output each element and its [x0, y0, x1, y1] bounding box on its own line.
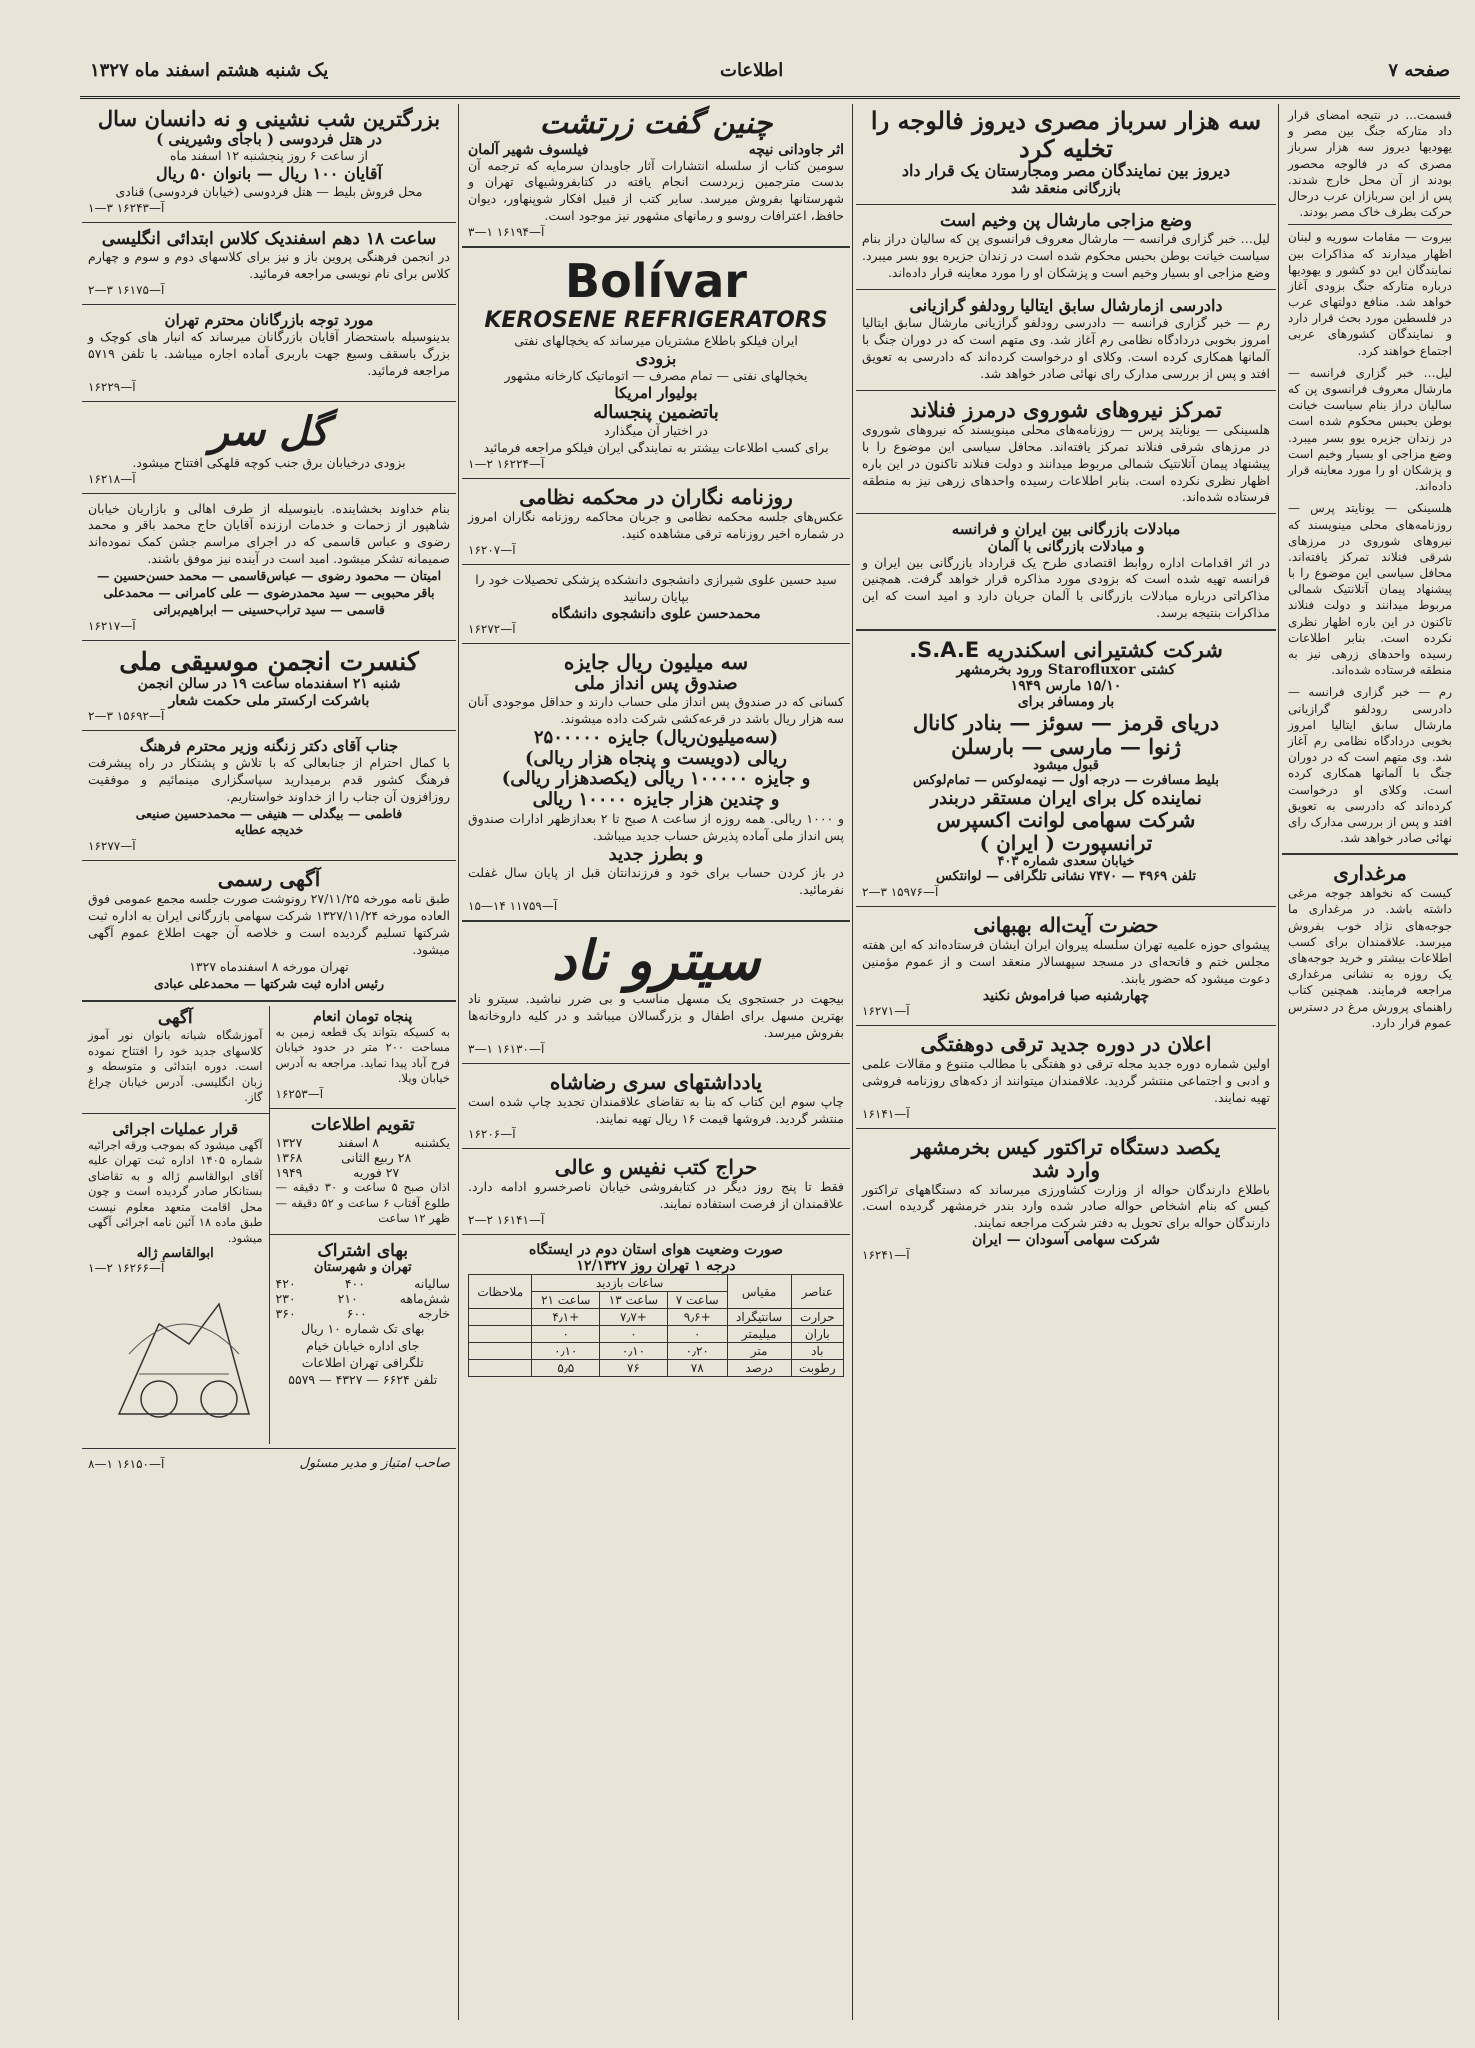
execution-sign: ابوالقاسم ژاله	[136, 1245, 214, 1261]
weather-cell	[469, 1309, 532, 1326]
footer-code: آ—۱۶۱۵۰ ۱—۸	[88, 1456, 165, 1471]
table-row	[469, 1326, 844, 1343]
reza-body: چاپ سوم این کتاب که بنا به تقاضای علاقمندان تجدید چاپ شده است منتشر گردید. فروشها قیمت ۱۶ ریال تهیه نمایند.	[468, 1093, 844, 1126]
auction-body: فقط تا پنج روز دیگر در کتابفروشی خیابان ناصرخسرو ادامه دارد. علاقمندان از فرصت استفاده نمایند.	[468, 1179, 844, 1212]
subscription-phone: تلفن ۶۶۲۴ — ۴۳۲۷ — ۵۵۷۹	[288, 1371, 438, 1387]
egypt-subheadline: دیروز بین نمایندگان مصر ومجارستان یک قرار داد	[901, 161, 1231, 181]
prize-line-2: ریالی (دویست و پنجاه هزار ریالی)	[525, 747, 787, 769]
journalists-ad	[462, 483, 850, 560]
sae-date: ۱۵/۱۰ مارس ۱۹۴۹	[1010, 678, 1122, 695]
calendar-year: ۱۳۶۸	[275, 1150, 303, 1166]
petain-body: لیل… خبر گزاری فرانسه — مارشال معروف فرانسوی پن که سالیان دراز بنام سیاست خیانت بوطن بحبس محکوم شده است در زندان جزیره یوو بسر میبرد. وضع مزاجی او بسیار وخیم است و پزشکان او را مورد معاینه قرار داده‌اند.	[862, 231, 1270, 280]
weather-cell: +۹٫۶	[667, 1309, 727, 1326]
reza-ad	[462, 1068, 850, 1145]
concert-time: شنبه ۲۱ اسفندماه ساعت ۱۹ در سالن انجمن	[137, 676, 401, 693]
egypt-headline: سه هزار سرباز مصری دیروز فالوجه را تخلیه کرد	[870, 106, 1262, 163]
prize-ad	[462, 648, 850, 916]
prize-note: در باز کردن حساب برای خود و فرزندانتان قبل از پایان سال غفلت نفرمائید.	[468, 865, 844, 898]
reward-code: آ—۱۶۲۵۳	[275, 1086, 324, 1101]
bolivar-model: KEROSENE REFRIGERATORS	[484, 307, 828, 333]
execution-notice	[82, 1118, 269, 1279]
english-class-ad	[82, 227, 456, 300]
finland-body: هلسینکی — یونایتد پرس — روزنامه‌های محلی مینویسند که نیروهای شوروی در مرزهای شرقی فنلاند تمرکز یافته‌اند. محافل سیاسی این موضوع را با پیشنهاد پیمان آتلانتیک شمالی مربوط میدانند و دولت فنلاند تاکنون در این باره اظهار نظری نکرده است. بنابر اطلاعات رسیده واحدهای زرهی نیز به منطقه فرستاده شده‌اند.	[862, 421, 1270, 505]
zoroaster-body: سومین کتاب از سلسله انتشارات آثار جاویدان سرمایه که ترجمه آن بدست مترجمین زبردست انجام یافته در کتابفروشیهای تهران و شهرستانها بفروش میرسد. سایر کتب از قبیل افکار شوپنهاور، دیوان حافظ، اعترافات روسو و رمانهای مشهور نیز موجود است.	[468, 157, 844, 224]
golsar-body: بزودی درخیابان برق جنب کوچه قلهکی افتتاح میشود.	[132, 454, 406, 470]
egypt-article	[856, 104, 1276, 200]
prize-title: سه میلیون ریال جایزه	[563, 649, 749, 674]
traders-title: مورد توجه بازرگانان محترم تهران	[164, 310, 374, 329]
subscription-value: ۲۱۰	[337, 1291, 358, 1307]
graziani-body: رم — خبر گزاری فرانسه — دادرسی رودلفو گرازیانی مارشال سابق ایتالیا امروز بخوبی دردادگاه نظامی رم آغاز شد. وی متهم است که در دوران جنگ با آلمانها همکاری کرده است. وکلای او درخواست کرده‌اند که دادرسی به تعویق افتد و پس از بررسی مدارک رای نهائی صادر خواهد شد.	[862, 315, 1270, 381]
table-row	[469, 1360, 844, 1377]
weather-cell: درصد	[727, 1360, 791, 1377]
behbahani-body: پیشوای حوزه علمیه تهران سلسله پیروان ایران ایشان فرستاده‌اند که این هفته مجلس ختم و فاتحه‌ای در مسجد سپهسالار منعقد است و از عموم مؤمنین دعوت میشود که حضور یابند.	[862, 937, 1270, 986]
night-price: آقایان ۱۰۰ ریال — بانوان ۵۰ ریال	[155, 164, 383, 184]
list-item	[276, 1165, 451, 1180]
table-row	[469, 1309, 844, 1326]
traders-code: آ—۱۶۲۲۹	[88, 379, 136, 394]
bolivar-line-3: یخچالهای نفتی — تمام مصرف — اتوماتیک کارخانه مشهور	[504, 368, 808, 384]
student-name: محمدحسن علوی دانشجوی دانشگاه	[551, 605, 761, 622]
night-code: آ—۱۶۲۴۳ ۳—۱	[88, 200, 165, 215]
egypt-body-2: بیروت — مقامات سوریه و لبنان اظهار میدارند که مذاکرات بین نمایندگان این دو کشور و یهودیها درباره متارکه جنگ بزودی آغاز خواهد شد. منافع دولتهای عرب در فلسطین مورد بحث قرار دارد و نمایندگان کشورهای عربی اجتماع خواهند کرد.	[1288, 230, 1452, 358]
weather-cell: ۵٫۵	[532, 1360, 600, 1377]
taraghi-body: اولین شماره دوره جدید مجله ترقی دو هفتگی با مطالب متنوع و مقالات علمی و ادبی و اجتماعی منتشر گردید. علاقمندان میتوانند از دکه‌های روزنامه فروشی تهیه نمایند.	[862, 1055, 1270, 1105]
behbahani-date: چهارشنبه صبا فراموش نکنید	[982, 987, 1150, 1004]
issue-date: یک شنبه هشتم اسفند ماه ۱۳۲۷	[90, 60, 329, 81]
concert-with: باشرکت ارکستر ملی حکمت شعار	[168, 692, 370, 709]
egypt-body: قسمت... در نتیجه امضای قرار داد متارکه جنگ بین مصر و یهودیها دیروز سه هزار سرباز مصری که در فالوجه محصور بودند از آن محل خارج شدند. پس از این سربازان عرب درحال حرکت بطرف خاک مصر بودند.	[1288, 108, 1452, 220]
taraghi-code: آ—۱۶۱۴۱	[862, 1106, 910, 1121]
decorative-illustration	[99, 1284, 269, 1434]
calendar-year: ۱۳۲۷	[275, 1135, 303, 1151]
reward-title: پنجاه تومان انعام	[313, 1008, 413, 1025]
tractor-company: شرکت سهامی آسودان — ایران	[972, 1232, 1160, 1249]
zanganeh-body: با کمال احترام از جنابعالی که با تلاش و پشتکار در راه پیشرفت فرهنگ کشور قدم برمیدارید سپاسگزاری مینمائیم و موفقیت روزافزون آن جناب را از خداوند خواستاریم.	[88, 754, 450, 804]
weather-cell: +۴٫۱	[532, 1309, 600, 1326]
sitrona-brand: سیترو ناد	[551, 927, 761, 992]
golsar-code: آ—۱۶۲۱۸	[88, 471, 136, 486]
trade-article	[856, 518, 1276, 625]
thanks-code: آ—۱۶۲۱۷	[88, 618, 136, 633]
prize-line-3: و جایزه ۱۰۰۰۰۰ ریالی (یکصدهزار ریالی)	[501, 768, 811, 790]
weather-cell: متر	[727, 1343, 791, 1360]
sae-company-1: شرکت سهامی لوانت اکسپرس	[936, 808, 1196, 833]
sae-latin: S.A.E.	[909, 638, 980, 663]
weather-cell: ۷۸	[667, 1360, 727, 1377]
egypt-body-3: لیل… خبر گزاری فرانسه — مارشال معروف فرانسوی پن که سالیان دراز بنام سیاست خیانت بوطن بحبس محکوم شده است در زندان جزیره یوو بسر میبرد. وضع مزاجی او بسیار وخیم است و پزشکان او را مورد معاینه قرار داده‌اند.	[1288, 365, 1452, 494]
sae-phone: تلفن ۴۹۶۹ — ۷۴۷۰ نشانی تلگرافی — لوانتکس	[935, 869, 1197, 885]
calendar-weekday: یکشنبه	[414, 1135, 450, 1151]
subscription-note: بهای تک شماره ۱۰ ریال	[301, 1321, 425, 1337]
egypt-body-5: رم — خبر گزاری فرانسه — دادرسی رودلفو گرازیانی مارشال سابق ایتالیا امروز بخوبی دردادگاه نظامی رم آغاز شد. وی متهم است که در دوران جنگ با آلمانها همکاری کرده است. وکلای او درخواست کرده‌اند که دادرسی به تعویق افتد و پس از بررسی مدارک رای نهائی صادر خواهد شد.	[1288, 685, 1452, 846]
calendar-day: ۸ اسفند	[337, 1135, 379, 1151]
weather-hour-header: ساعت ۱۳	[600, 1292, 668, 1309]
sae-ports-1: دریای قرمز — سوئز — بنادر کانال	[912, 709, 1220, 735]
sae-ticket: بلیط مسافرت — درجه اول — نیمه‌لوکس — تمام‌لوکس	[913, 772, 1219, 788]
bolivar-code: آ—۱۶۲۲۴ ۲—۱	[468, 457, 545, 472]
zoroaster-code: آ—۱۶۱۹۴ ۱—۳	[468, 225, 545, 239]
subscription-value: ۴۲۰	[275, 1276, 296, 1292]
finland-headline: تمرکز نیروهای شوروی درمرز فنلاند	[910, 396, 1222, 422]
sae-ad	[856, 635, 1276, 902]
night-place: محل فروش بلیط — هتل فردوسی (خیابان فردوسی) قنادی	[115, 183, 423, 199]
subscription-value: ۳۶۰	[275, 1306, 296, 1322]
official-notice	[82, 865, 456, 995]
subscription-value: ۴۰۰	[344, 1276, 365, 1292]
column-rule	[458, 104, 459, 2020]
zanganeh-code: آ—۱۶۲۷۷	[88, 839, 136, 854]
zoroaster-author-2: اثر جاودانی نیچه	[748, 141, 844, 158]
prize-subtitle: صندوق پس انداز ملی	[574, 672, 738, 694]
egypt-body-4: هلسینکی — یونایتد پرس — روزنامه‌های محلی مینویسند که نیروهای شوروی در مرزهای شرقی فنلاند تمرکز یافته‌اند. محافل سیاسی این موضوع را با پیشنهاد پیمان آتلانتیک شمالی مربوط میدانند و دولت فنلاند تاکنون در این باره اظهار نظری نکرده است. بنابر اطلاعات رسیده واحدهای زرهی نیز به منطقه فرستاده شده‌اند.	[1288, 501, 1452, 678]
weather-cell: سانتیگراد	[727, 1309, 791, 1326]
night-title: بزرگترین شب نشینی و نه دانسان سال	[97, 106, 441, 131]
weather-title: صورت وضعیت هوای استان دوم در ایستگاه	[528, 1242, 784, 1259]
sitrona-code: آ—۱۶۱۳۰ ۱—۳	[468, 1041, 545, 1056]
weather-report	[462, 1239, 850, 1380]
bolivar-line-5: باتضمین پنجساله	[593, 401, 719, 423]
prize-line-4: و چندین هزار جایزه ۱۰۰۰۰ ریالی	[532, 789, 780, 811]
weather-cell: +۷٫۷	[600, 1309, 668, 1326]
sae-class: قبول میشود	[1033, 757, 1099, 773]
weather-cell: ۰	[532, 1326, 600, 1343]
column-right-narrow	[1282, 104, 1458, 2020]
tractor-ad	[856, 1133, 1276, 1266]
night-party-ad	[82, 104, 456, 218]
tractor-title: یکصد دستگاه تراکتور کیس بخرمشهر	[911, 1134, 1221, 1159]
official-sign: رئیس اداره ثبت شرکتها — محمدعلی عبادی	[153, 975, 385, 991]
weather-hour-header: ساعت ۷	[667, 1292, 727, 1309]
thanks-ad	[82, 498, 456, 636]
weather-col-header: ساعات بازدید	[532, 1275, 727, 1292]
weather-cell: میلیمتر	[727, 1326, 791, 1343]
taraghi-ad	[856, 1030, 1276, 1124]
behbahani-code: آ—۱۶۲۷۱	[862, 1003, 910, 1018]
execution-code: آ—۱۶۲۶۶ ۲—۱	[88, 1261, 165, 1276]
sae-ship: کشتی Starofluxor ورود بخرمشهر	[956, 662, 1176, 679]
subscription-label: شش‌ماهه	[399, 1291, 450, 1307]
table-row	[469, 1343, 844, 1360]
zanganeh-names-2: خدیجه عطایه	[234, 822, 304, 838]
subscription-value: ۶۰۰	[346, 1306, 367, 1322]
prize-body-2: و ۱۰۰۰ ریالی. همه روزه از ساعت ۸ صبح تا ۲ بعدازظهر ادارات صندوق پس انداز ملی آماده پذیرش حساب جدید میباشد.	[468, 810, 844, 843]
traders-ad	[82, 309, 456, 397]
subscription-label: خارجه	[417, 1306, 450, 1322]
weather-col-header: عناصر	[791, 1275, 843, 1309]
weather-col-header: مقیاس	[727, 1275, 791, 1309]
masthead	[80, 56, 1460, 99]
student-code: آ—۱۶۲۷۲	[468, 621, 516, 636]
tractor-code: آ—۱۶۲۴۱	[862, 1248, 910, 1263]
weather-cell: باد	[791, 1343, 843, 1360]
trade-body: در اثر اقدامات اداره روابط اقتصادی طرح یک قرارداد بازرگانی بین ایران و فرانسه تهیه شده است که بزودی مورد مذاکره قرار خواهد گرفت. همچنین مذاکراتی درباره مبادلات بازرگانی با آلمان جریان دارد و امید است که این مذاکرات بنتیجه برسد.	[862, 554, 1270, 621]
subscription-address: جای اداره خیابان خیام	[306, 1338, 420, 1354]
reza-title: یادداشتهای سری رضاشاه	[549, 1069, 763, 1094]
student-ad	[462, 569, 850, 639]
sitrona-body: بیجهت در جستجوی یک مسهل مناسب و بی ضرر نباشید. سیترو ناد بهترین مسهل برای اطفال و بزرگسالان میباشد و در کلیه داروخانه‌ها بفروش میرسد.	[468, 991, 844, 1040]
column-rule	[852, 104, 853, 2020]
trade-subheadline: و مبادلات بازرگانی با آلمان	[987, 538, 1145, 555]
graziani-headline: دادرسی ازمارشال سابق ایتالیا رودلفو گرازیانی	[909, 295, 1223, 315]
calendar-day: ۲۸ ربیع الثانی	[341, 1150, 412, 1166]
english-body: در انجمن فرهنگی پروین باز و نیز برای کلاسهای دوم و سوم و چهارم کلاس برای نام نویسی مراجعه فرمائید.	[88, 249, 450, 281]
bolivar-line-1: ایران فیلکو باطلاع مشتریان میرساند که یخچالهای نفتی	[514, 333, 798, 349]
student-text: سید حسین علوی شیرازی دانشجوی دانشکده پزشکی تحصیلات خود را بپایان رسانید	[475, 571, 837, 604]
page-number: صفحه ۷	[1388, 60, 1450, 81]
official-date: تهران مورخه ۸ اسفندماه ۱۳۲۷	[189, 958, 349, 974]
reward-body: به کسیکه بتواند یک قطعه زمین به مساحت ۲۰۰ متر در حدود خیابان فرح آباد پیدا نماید. مراجعه به آدرس خیابان ویلا.	[275, 1024, 451, 1086]
weather-col-header: ملاحظات	[469, 1275, 532, 1309]
concert-code: آ—۱۵۶۹۲ ۳—۲	[88, 708, 165, 723]
thanks-body: بنام خداوند بخشاینده. باینوسیله از طرف اهالی و بازاریان خیابان شاهپور از زحمات و خدمات ارزنده آقایان حاج محمد باقر و محمد رضوی و عباس قاسمی که در اجرای مراسم جشن کمک نموده‌اند صمیمانه تشکر میشود. امید است در آینده نیز موفق باشند.	[88, 500, 450, 567]
calendar-day: ۲۷ فوریه	[353, 1165, 400, 1181]
golsar-title: گل سر	[209, 407, 329, 455]
calendar-azan: اذان صبح ۵ ساعت و ۳۰ دقیقه — طلوع آفتاب ۶ ساعت و ۵۲ دقیقه — ظهر ۱۲ ساعت	[275, 1180, 450, 1226]
weather-cell: ۰٫۱۰	[600, 1343, 668, 1360]
prize-line-1: (سه‌میلیون‌ریال) جایزه ۲۵۰۰۰۰۰	[533, 727, 779, 749]
sae-agent: نماینده کل برای ایران مستقر دربندر	[930, 787, 1202, 809]
subscription-label: سالیانه	[414, 1276, 450, 1292]
auction-ad	[462, 1153, 850, 1230]
calendar-title: تقویم اطلاعات	[310, 1114, 415, 1135]
bolivar-brand: Bolívar	[565, 254, 747, 308]
sae-cargo: بار ومسافر برای	[1017, 694, 1115, 711]
night-time: از ساعت ۶ روز پنجشنبه ۱۲ اسفند ماه	[170, 148, 368, 164]
journalists-code: آ—۱۶۲۰۷	[468, 542, 516, 557]
petain-article	[856, 209, 1276, 285]
behbahani-title: حضرت آیت‌اله بهبهانی	[973, 913, 1159, 938]
bottom-section	[82, 1006, 456, 1445]
zanganeh-names: فاطمی — بیگدلی — هنیفی — محمدحسین صنیعی	[135, 805, 403, 821]
prize-body: کسانی که در صندوق پس انداز ملی حساب دارند و حداقل موجودی آنان سه هزار ریال باشد در قرعه‌کشی شرکت داده میشوند.	[468, 694, 844, 727]
bottom-right-sub	[269, 1006, 457, 1445]
journalists-title: روزنامه نگاران در محکمه نظامی	[519, 485, 793, 510]
sae-company-2: ترانسپورت ( ایران )	[979, 831, 1153, 856]
zanganeh-title: جناب آقای دکتر زنگنه وزیر محترم فرهنگ	[139, 736, 399, 755]
behbahani-ad	[856, 911, 1276, 1021]
list-item	[276, 1306, 451, 1321]
auction-title: حراج کتب نفیس و عالی	[554, 1155, 758, 1180]
weather-cell: ۰٫۱۰	[532, 1343, 600, 1360]
weather-cell	[469, 1326, 532, 1343]
list-item	[276, 1276, 451, 1291]
reward-ad	[270, 1006, 457, 1104]
school-body: آموزشگاه شبانه بانوان نور آموز کلاسهای جدید خود را افتتاح نموده است. دوره ابتدائی و متوسطه و زبان انگلیسی. آدرس خیابان چراغ گاز.	[88, 1028, 263, 1105]
bolivar-ad	[462, 252, 850, 474]
english-title: ساعت ۱۸ دهم اسفندیک کلاس ابتدائی انگلیسی	[101, 228, 437, 249]
zanganeh-ad	[82, 735, 456, 857]
egypt-subheadline-2: بازرگانی منعقد شد	[1011, 180, 1121, 197]
weather-subtitle: درجه ۱ تهران روز ۱۲/۱۳۲۷	[576, 1258, 736, 1275]
school-title: آگهی	[157, 1007, 193, 1028]
bolivar-line-4: بولیوار امریکا	[614, 384, 698, 403]
zoroaster-author: فیلسوف شهیر آلمان	[468, 141, 589, 158]
weather-cell: حرارت	[791, 1309, 843, 1326]
subscription-telegraph: تلگرافی تهران اطلاعات	[301, 1355, 424, 1370]
list-item	[276, 1135, 451, 1150]
sae-ports-2: ژنوا — مارسی — بارسلن	[951, 733, 1181, 759]
reza-code: آ—۱۶۲۰۶	[468, 1127, 516, 1142]
finland-article	[856, 395, 1276, 510]
weather-cell: ۰	[600, 1326, 668, 1343]
list-item	[276, 1291, 451, 1306]
execution-body: آگهی میشود که بموجب ورقه اجرائیه شماره ۱۴۰۵ اداره ثبت تهران علیه آقای ابوالقاسم ژاله و به تقاضای بستانکار صادر گردیده است و چون محل اقامت متعهد معلوم نیست طبق ماده ۱۸ آئین نامه اجرائی آگهی میشود.	[88, 1137, 263, 1245]
bolivar-line-7: برای کسب اطلاعات بیشتر به نمایندگی ایران فیلکو مراجعه فرمائید	[483, 440, 829, 456]
tractor-title-2: وارد شد	[1032, 1157, 1100, 1182]
weather-cell	[469, 1343, 532, 1360]
traders-body: بدینوسیله باستحضار آقایان بازرگانان میرساند که انبار های کوچک و بزرگ باسقف وسیع جهت باربری آماده اجاره میباشد. با تلفن ۵۷۱۹ مراجعه فرمائید.	[88, 329, 450, 378]
subscription-title: بهای اشتراک	[317, 1240, 408, 1261]
school-ad	[82, 1006, 269, 1109]
weather-table	[468, 1274, 844, 1377]
auction-code: آ—۱۶۱۴۱ ۲—۲	[468, 1213, 545, 1228]
golsar-ad	[82, 406, 456, 489]
weather-cell: ۷۶	[600, 1360, 668, 1377]
column-news	[856, 104, 1276, 2020]
graziani-article	[856, 294, 1276, 386]
weather-cell: رطوبت	[791, 1360, 843, 1377]
concert-title: کنسرت انجمن موسیقی ملی	[119, 646, 419, 676]
sae-title: شرکت کشتیرانی اسکندریه	[986, 637, 1223, 663]
weather-hour-header: ساعت ۲۱	[532, 1292, 600, 1309]
prize-code: آ—۱۱۷۵۹ ۱۴—۱۵	[468, 898, 558, 913]
weather-cell: باران	[791, 1326, 843, 1343]
bottom-left-sub	[82, 1006, 269, 1445]
bolivar-line-6: در اختیار آن میگذارد	[604, 423, 708, 439]
zoroaster-ad	[462, 104, 850, 242]
execution-title: قرار عملیات اجرائی	[112, 1119, 239, 1138]
bolivar-line-2: بزودی	[635, 349, 677, 369]
prize-line-5: و بطرز جدید	[608, 843, 704, 865]
paper-name: اطلاعات	[720, 60, 784, 81]
journalists-body: عکس‌های جلسه محکمه نظامی و جریان محاکمه روزنامه نگاران امروز در شماره اخیر روزنامه ترقی مشاهده کنید.	[468, 509, 844, 541]
zoroaster-title: چنین گفت زرتشت	[539, 106, 773, 141]
poultry-ad	[1282, 859, 1458, 1034]
column-left	[82, 104, 456, 2020]
column-rule	[1278, 104, 1279, 2020]
weather-cell	[469, 1360, 532, 1377]
poultry-body: کیست که نخواهد جوجه مرغی داشته باشد. در مرغداری ما جوجه‌های نژاد خوب بفروش میرسد. علاقمندان برای کسب اطلاعات بیشتر و خرید جوجه‌های یک روزه به نشانی مرغداری مراجعه فرمایند. همچنین کتاب راهنمای پرورش مرغ در دسترس عموم قرار دارد.	[1288, 886, 1452, 1030]
concert-ad	[82, 645, 456, 726]
english-code: آ—۱۶۱۷۵ ۳—۲	[88, 282, 165, 297]
tractor-body: باطلاع دارندگان حواله از وزارت کشاورزی میرساند که دستگاههای تراکتور کیس که بنام اشخاص حواله صادر شده وارد بندر خرمشهر گردیده است. دارندگان حواله برای تحویل به دفتر شرکت مراجعه نمایند.	[862, 1181, 1270, 1231]
subscription-value: ۲۳۰	[275, 1291, 296, 1307]
footer-owner: صاحب امتیاز و مدیر مسئول	[299, 1456, 450, 1472]
trade-headline: مبادلات بازرگانی بین ایران و فرانسه	[951, 520, 1181, 539]
weather-cell: ۰	[667, 1326, 727, 1343]
calendar-box	[270, 1113, 457, 1230]
official-title: آگهی رسمی	[217, 867, 321, 892]
thanks-names: امیتان — محمود رضوی — عباس‌قاسمی — محمد حسن‌حسین — باقر محبوبی — سید محمدرضوی — علی کامرانی — محمدعلی قاسمی — سید تراب‌حسینی — ابراهیم‌براتی	[96, 568, 442, 617]
subscription-box	[270, 1239, 457, 1392]
subscription-subtitle: تهران و شهرستان	[313, 1260, 412, 1276]
official-body: طبق نامه مورخه ۲۷/۱۱/۲۵ رونوشت صورت جلسه مجمع عمومی فوق العاده مورخه ۱۳۲۷/۱۱/۲۴ شرکت سهامی بازرگانی ایران به اداره ثبت شرکتها تسلیم گردیده است و خلاصه آن جهت اطلاع عموم آگهی میشود.	[88, 891, 450, 957]
footer	[82, 1453, 456, 1474]
poultry-title: مرغداری	[1333, 861, 1407, 886]
list-item	[276, 1150, 451, 1165]
weather-cell: ۰٫۲۰	[667, 1343, 727, 1360]
sae-address: خیابان سعدی شماره ۴۰۳	[997, 854, 1135, 870]
sae-code: آ—۱۵۹۷۶ ۳—۲	[862, 885, 939, 900]
column-middle	[462, 104, 850, 2020]
calendar-year: ۱۹۴۹	[275, 1165, 303, 1181]
taraghi-title: اعلان در دوره جدید ترقی دوهفتگی	[920, 1031, 1212, 1056]
sitrona-ad	[462, 926, 850, 1059]
night-subtitle: در هتل فردوسی ( باجای وشیرینی )	[156, 130, 382, 149]
petain-headline: وضع مزاجی مارشال پن وخیم است	[940, 210, 1192, 231]
